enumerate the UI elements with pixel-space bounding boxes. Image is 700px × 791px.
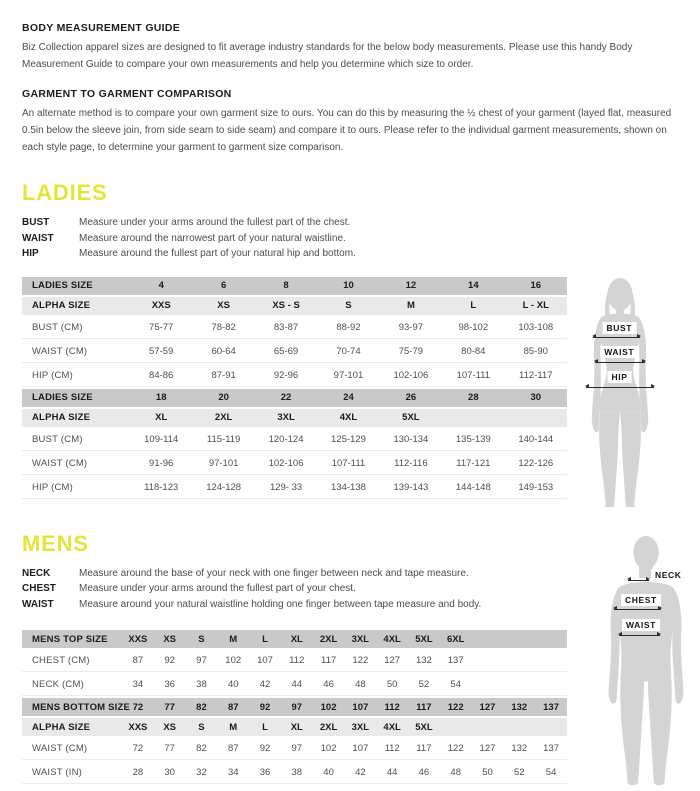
waist-measure-label-mens: WAIST (622, 619, 660, 631)
table-cell: 122-126 (505, 453, 567, 475)
waist-measure-arrow-icon-mens (619, 635, 660, 636)
hip-measure-arrow-icon (586, 387, 654, 388)
definition-term: BUST (22, 217, 50, 228)
table-cell: 54 (535, 762, 567, 784)
hip-measure-label: HIP (608, 371, 632, 383)
ladies-section-heading: LADIES (22, 180, 108, 205)
definition-row (22, 597, 594, 613)
table-cell: 5XL (380, 409, 442, 427)
table-cell: XL (281, 630, 313, 648)
table-cell: 117 (408, 698, 440, 716)
definition-term: CHEST (22, 583, 56, 594)
table-cell: 132 (408, 650, 440, 672)
table-cell: 144-148 (442, 477, 504, 499)
table-cell: 6 (192, 277, 254, 295)
comparison-text: An alternate method is to compare your own garment size to ours. You can do this by measuring the ½ chest of your garment (layed flat, measured 0.5in below the sleeve join, from side seam to side seam) and compare it to ours. Please refer to the individual garment measurements, shown on each style page, to determine your garment to garment size comparison. (22, 108, 672, 153)
row-label: ALPHA SIZE (22, 297, 130, 315)
table-cell: 42 (249, 674, 281, 696)
table-cell: XXS (130, 297, 192, 315)
chest-measure-label: CHEST (621, 594, 661, 606)
table-cell: 20 (192, 389, 254, 407)
table-cell: 117-121 (442, 453, 504, 475)
definition-row (22, 231, 682, 247)
table-cell: 48 (440, 762, 472, 784)
ladies-table-area (22, 275, 682, 509)
table-cell: 3XL (344, 718, 376, 736)
table-cell: 83-87 (255, 317, 317, 339)
table-cell: 18 (130, 389, 192, 407)
definition-text: Measure around the base of your neck with one finger between neck and tape measure. (79, 567, 469, 579)
table-cell: 88-92 (317, 317, 379, 339)
male-figure (594, 533, 698, 791)
neck-measure-label: NECK (651, 569, 686, 581)
table-cell: 4XL (317, 409, 379, 427)
table-cell: 50 (376, 674, 408, 696)
table-row (22, 453, 567, 475)
table-row (22, 429, 567, 451)
chest-measure-arrow-icon (614, 609, 661, 610)
table-cell: 75-77 (130, 317, 192, 339)
female-figure (572, 277, 668, 509)
table-cell: 26 (380, 389, 442, 407)
table-cell: 92 (154, 650, 186, 672)
table-cell: 40 (217, 674, 249, 696)
comparison-title: GARMENT TO GARMENT COMPARISON (22, 88, 232, 100)
table-cell: 107 (344, 698, 376, 716)
row-label: MENS BOTTOM SIZE (22, 698, 122, 716)
table-cell: M (217, 718, 249, 736)
table-cell: XS (192, 297, 254, 315)
table-row (22, 389, 567, 407)
table-cell: 97 (186, 650, 218, 672)
table-cell: 103-108 (505, 317, 567, 339)
table-cell (472, 718, 504, 736)
table-row (22, 650, 567, 672)
table-cell: 102-106 (380, 365, 442, 387)
table-cell: 4XL (376, 718, 408, 736)
table-row (22, 630, 567, 648)
table-cell: 129- 33 (255, 477, 317, 499)
table-cell: 112 (376, 698, 408, 716)
table-cell: 97 (281, 738, 313, 760)
table-cell: XS - S (255, 297, 317, 315)
row-label: LADIES SIZE (22, 389, 130, 407)
table-cell: 5XL (408, 718, 440, 736)
table-cell (503, 630, 535, 648)
table-cell: 40 (313, 762, 345, 784)
table-cell: 102-106 (255, 453, 317, 475)
table-cell: 77 (154, 698, 186, 716)
table-row (22, 277, 567, 295)
table-cell: 139-143 (380, 477, 442, 499)
table-cell: 4XL (376, 630, 408, 648)
table-cell: 3XL (344, 630, 376, 648)
waist-measure-label: WAIST (600, 346, 638, 358)
table-cell: S (186, 718, 218, 736)
table-cell: L (249, 718, 281, 736)
table-cell (535, 630, 567, 648)
table-row (22, 762, 567, 784)
table-cell: 52 (503, 762, 535, 784)
table-cell: 92-96 (255, 365, 317, 387)
table-cell (472, 650, 504, 672)
table-row (22, 317, 567, 339)
table-cell: 10 (317, 277, 379, 295)
table-cell: 130-134 (380, 429, 442, 451)
table-cell: 82 (186, 738, 218, 760)
table-cell: 115-119 (192, 429, 254, 451)
row-label: CHEST (CM) (22, 650, 122, 672)
table-cell: 137 (535, 738, 567, 760)
table-row (22, 297, 567, 315)
table-cell: 72 (122, 698, 154, 716)
table-cell: 97-101 (317, 365, 379, 387)
table-cell: 112 (376, 738, 408, 760)
table-cell: 137 (535, 698, 567, 716)
table-cell: 5XL (408, 630, 440, 648)
table-cell: 92 (249, 698, 281, 716)
table-cell: 87 (217, 738, 249, 760)
definition-row (22, 246, 682, 262)
table-cell: 2XL (192, 409, 254, 427)
table-cell: L - XL (505, 297, 567, 315)
definition-row (22, 215, 682, 231)
table-cell: 124-128 (192, 477, 254, 499)
table-row (22, 409, 567, 427)
definition-text: Measure under your arms around the fullest part of the chest. (79, 217, 351, 228)
table-cell (535, 674, 567, 696)
table-cell: 112-116 (380, 453, 442, 475)
table-cell: 6XL (440, 630, 472, 648)
table-cell: 75-79 (380, 341, 442, 363)
table-cell: 127 (472, 698, 504, 716)
table-cell: 46 (408, 762, 440, 784)
table-row (22, 698, 567, 716)
table-cell: XXS (122, 718, 154, 736)
table-cell: 135-139 (442, 429, 504, 451)
table-cell: 102 (217, 650, 249, 672)
table-cell: 87 (122, 650, 154, 672)
table-cell: 36 (154, 674, 186, 696)
table-cell: 28 (442, 389, 504, 407)
row-label: BUST (CM) (22, 429, 130, 451)
female-silhouette-icon (572, 277, 668, 509)
table-cell: XL (281, 718, 313, 736)
table-cell: 127 (472, 738, 504, 760)
table-cell (503, 674, 535, 696)
row-label: MENS TOP SIZE (22, 630, 122, 648)
table-cell: 102 (313, 738, 345, 760)
definition-text: Measure under your arms around the fullest part of your chest. (79, 583, 356, 594)
table-cell (442, 409, 504, 427)
table-cell: 92 (249, 738, 281, 760)
table-cell: XS (154, 630, 186, 648)
row-label: HIP (CM) (22, 365, 130, 387)
table-cell: 107-111 (317, 453, 379, 475)
table-cell: 48 (344, 674, 376, 696)
row-label: LADIES SIZE (22, 277, 130, 295)
table-cell: 97-101 (192, 453, 254, 475)
table-cell: 12 (380, 277, 442, 295)
table-cell: M (217, 630, 249, 648)
table-cell: 122 (440, 738, 472, 760)
bust-measure-arrow-icon (593, 337, 640, 338)
table-cell: 70-74 (317, 341, 379, 363)
table-cell (535, 650, 567, 672)
table-cell (503, 650, 535, 672)
table-cell: 72 (122, 738, 154, 760)
table-cell: 109-114 (130, 429, 192, 451)
table-cell: XXS (122, 630, 154, 648)
table-cell (472, 630, 504, 648)
table-row (22, 674, 567, 696)
table-cell: 22 (255, 389, 317, 407)
table-cell: 87 (217, 698, 249, 716)
table-cell: 91-96 (130, 453, 192, 475)
table-cell: 120-124 (255, 429, 317, 451)
table-cell: 78-82 (192, 317, 254, 339)
table-cell: 85-90 (505, 341, 567, 363)
row-label: HIP (CM) (22, 477, 130, 499)
table-cell: 112-117 (505, 365, 567, 387)
table-cell: 125-129 (317, 429, 379, 451)
table-cell: 127 (376, 650, 408, 672)
table-cell: 132 (503, 698, 535, 716)
table-row (22, 477, 567, 499)
definition-text: Measure around the fullest part of your natural hip and bottom. (79, 248, 356, 259)
table-row (22, 365, 567, 387)
table-cell: 132 (503, 738, 535, 760)
table-cell: 80-84 (442, 341, 504, 363)
table-cell: 107-111 (442, 365, 504, 387)
table-cell: 38 (281, 762, 313, 784)
table-cell: 30 (154, 762, 186, 784)
page-title: BODY MEASUREMENT GUIDE (22, 22, 181, 34)
table-cell: 97 (281, 698, 313, 716)
table-cell: 57-59 (130, 341, 192, 363)
mens-section-heading: MENS (22, 530, 89, 556)
table-cell: 134-138 (317, 477, 379, 499)
table-cell: 118-123 (130, 477, 192, 499)
table-row (22, 718, 567, 736)
table-cell: 8 (255, 277, 317, 295)
table-cell: 34 (122, 674, 154, 696)
table-cell: M (380, 297, 442, 315)
table-cell: 4 (130, 277, 192, 295)
table-cell: 117 (313, 650, 345, 672)
row-label: ALPHA SIZE (22, 409, 130, 427)
table-cell: 3XL (255, 409, 317, 427)
table-cell: 84-86 (130, 365, 192, 387)
table-cell: XS (154, 718, 186, 736)
table-cell: 46 (313, 674, 345, 696)
table-cell: 2XL (313, 718, 345, 736)
table-cell: 42 (344, 762, 376, 784)
table-cell: 149-153 (505, 477, 567, 499)
table-row (22, 341, 567, 363)
definition-term: WAIST (22, 232, 54, 244)
definition-row (22, 581, 594, 597)
table-cell: 107 (249, 650, 281, 672)
table-cell: 60-64 (192, 341, 254, 363)
mens-section (22, 531, 682, 791)
row-label: ALPHA SIZE (22, 718, 122, 736)
table-cell: XL (130, 409, 192, 427)
waist-measure-arrow-icon (595, 362, 645, 363)
table-cell: 112 (281, 650, 313, 672)
table-cell: 28 (122, 762, 154, 784)
ladies-definitions (22, 215, 682, 262)
table-cell: 14 (442, 277, 504, 295)
row-label: BUST (CM) (22, 317, 130, 339)
definition-term: NECK (22, 567, 51, 579)
table-cell: 54 (440, 674, 472, 696)
table-cell: 122 (344, 650, 376, 672)
table-cell: 117 (408, 738, 440, 760)
table-cell: 98-102 (442, 317, 504, 339)
table-cell: 137 (440, 650, 472, 672)
table-cell: 87-91 (192, 365, 254, 387)
definition-term: WAIST (22, 598, 54, 610)
mens-size-table (22, 628, 567, 786)
table-cell: 16 (505, 277, 567, 295)
row-label: WAIST (CM) (22, 453, 130, 475)
table-cell: 32 (186, 762, 218, 784)
table-cell: 2XL (313, 630, 345, 648)
table-cell: 107 (344, 738, 376, 760)
ladies-size-table (22, 275, 567, 501)
bust-measure-label: BUST (603, 322, 637, 334)
table-cell: S (317, 297, 379, 315)
table-cell: L (442, 297, 504, 315)
definition-text: Measure around your natural waistline holding one finger between tape measure and body. (79, 598, 482, 610)
table-cell: 44 (376, 762, 408, 784)
table-cell: 122 (440, 698, 472, 716)
mens-definitions (22, 566, 594, 613)
table-row (22, 738, 567, 760)
row-label: NECK (CM) (22, 674, 122, 696)
table-cell: 65-69 (255, 341, 317, 363)
table-cell (440, 718, 472, 736)
table-cell: 44 (281, 674, 313, 696)
table-cell: 93-97 (380, 317, 442, 339)
table-cell: 77 (154, 738, 186, 760)
neck-measure-arrow-icon (628, 580, 649, 581)
table-cell: 34 (217, 762, 249, 784)
table-cell: 52 (408, 674, 440, 696)
table-cell: 24 (317, 389, 379, 407)
row-label: WAIST (CM) (22, 341, 130, 363)
row-label: WAIST (CM) (22, 738, 122, 760)
table-cell: 38 (186, 674, 218, 696)
table-cell (535, 718, 567, 736)
table-cell: S (186, 630, 218, 648)
intro-text: Biz Collection apparel sizes are designed to fit average industry standards for the below body measurements. Please use this handy Body Measurement Guide to compare your own measurements and help you determine which size to order. (22, 42, 633, 70)
table-cell: 102 (313, 698, 345, 716)
table-cell (505, 409, 567, 427)
definition-text: Measure around the narrowest part of your natural waistline. (79, 232, 346, 244)
table-cell: 82 (186, 698, 218, 716)
definition-term: HIP (22, 248, 39, 259)
definition-row (22, 566, 594, 582)
row-label: WAIST (IN) (22, 762, 122, 784)
table-cell: 50 (472, 762, 504, 784)
table-cell: 36 (249, 762, 281, 784)
table-cell: 30 (505, 389, 567, 407)
table-cell: 140-144 (505, 429, 567, 451)
table-cell: L (249, 630, 281, 648)
table-cell (503, 718, 535, 736)
table-cell (472, 674, 504, 696)
